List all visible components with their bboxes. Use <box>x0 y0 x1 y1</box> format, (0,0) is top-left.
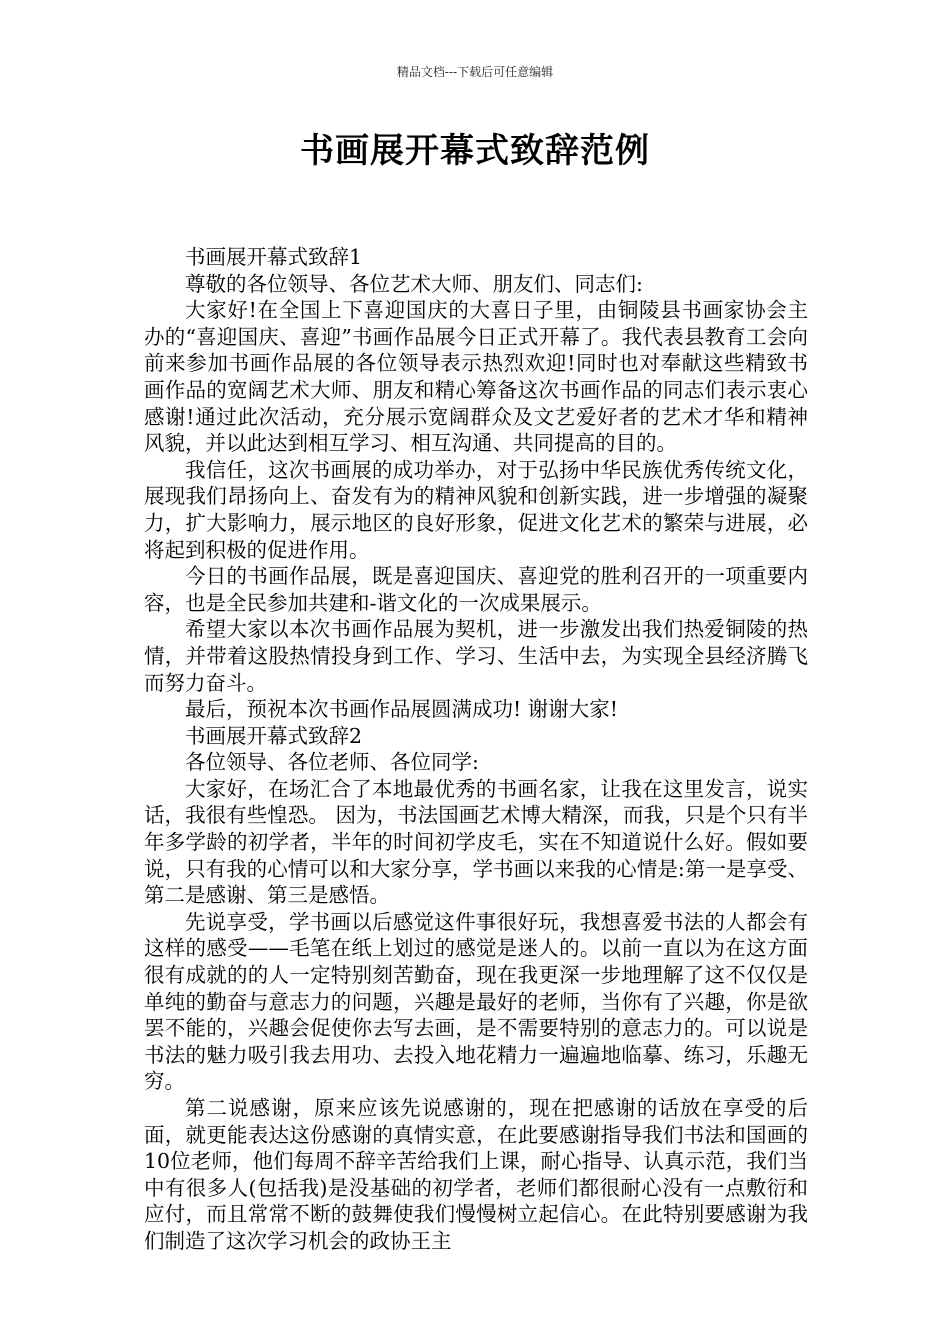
paragraph-speech-1-heading: 书画展开幕式致辞1 <box>185 245 363 269</box>
paragraph: 大家好!在全国上下喜迎国庆的大喜日子里，由铜陵县书画家协会主办的“喜迎国庆、喜迎”书画作品展今日正式开幕了。我代表县教育工会向前来参加书画作品展的各位领导表示热烈欢迎!同时也对奉献这些精致书画作品的宽阔艺术大师、朋友和精心筹备这次书画作品的同志们表示衷心感谢!通过此次活动，充分展示宽阔群众及文艺爱好者的艺术才华和精神风貌，并以此达到相互学习、相互沟通、共同提高的目的。 <box>144 298 808 456</box>
paragraph-speech-2-heading: 书画展开幕式致辞2 <box>185 723 363 748</box>
paragraph: 第二说感谢，原来应该先说感谢的，现在把感谢的话放在享受的后面，就更能表达这份感谢的真情实意，在此要感谢指导我们书法和国画的10位老师，他们每周不辞辛苦给我们上课，耐心指导、认真示范，我们当中有很多人(包括我)是没基础的初学者，老师们都很耐心没有一点敷衍和应付，而且常常不断的鼓舞使我们慢慢树立起信心。在此特别要感谢为我们制造了这次学习机会的政协王主 <box>144 1096 808 1253</box>
page-header-note: 精品文档---下载后可任意编辑 <box>396 65 554 79</box>
paragraph: 大家好，在场汇合了本地最优秀的书画名家，让我在这里发言，说实话，我很有些惶恐。 因为，书法国画艺术博大精深，而我，只是个只有半年多学龄的初学者，半年的时间初学皮毛，实在不知道说什么好。假如要说，只有我的心情可以和大家分享，学书画以来我的心情是:第一是享受、第二是感谢、第三是感悟。 <box>144 776 808 908</box>
paragraph-salutation-2: 各位领导、各位老师、各位同学: <box>185 750 479 775</box>
paragraph: 我信任，这次书画展的成功举办，对于弘扬中华民族优秀传统文化，展现我们昂扬向上、奋发有为的精神风貌和创新实践，进一步增强的凝聚力，扩大影响力，展示地区的良好形象，促进文化艺术的繁荣与进展，必将起到积极的促进作用。 <box>144 457 808 562</box>
paragraph: 今日的书画作品展，既是喜迎国庆、喜迎党的胜利召开的一项重要内容，也是全民参加共建和-谐文化的一次成果展示。 <box>144 564 808 615</box>
paragraph-salutation-1: 尊敬的各位领导、各位艺术大师、朋友们、同志们: <box>185 271 643 296</box>
document-body <box>144 244 808 1255</box>
paragraph-closing-1: 最后，预祝本次书画作品展圆满成功! 谢谢大家! <box>185 697 618 722</box>
paragraph: 希望大家以本次书画作品展为契机，进一步激发出我们热爱铜陵的热情，并带着这股热情投身到工作、学习、生活中去，为实现全县经济腾飞而努力奋斗。 <box>144 617 808 695</box>
paragraph: 先说享受，学书画以后感觉这件事很好玩，我想喜爱书法的人都会有这样的感受——毛笔在纸上划过的感觉是迷人的。以前一直以为在这方面很有成就的的人一定特别刻苦勤奋，现在我更深一步地理解了这不仅仅是单纯的勤奋与意志力的问题，兴趣是最好的老师，当你有了兴趣，你是欲罢不能的，兴趣会促使你去写去画，是不需要特别的意志力的。可以说是书法的魅力吸引我去用功、去投入地花精力一遍遍地临摹、练习，乐趣无穷。 <box>144 909 808 1094</box>
document-title: 书画展开幕式致辞范例 <box>300 131 650 171</box>
